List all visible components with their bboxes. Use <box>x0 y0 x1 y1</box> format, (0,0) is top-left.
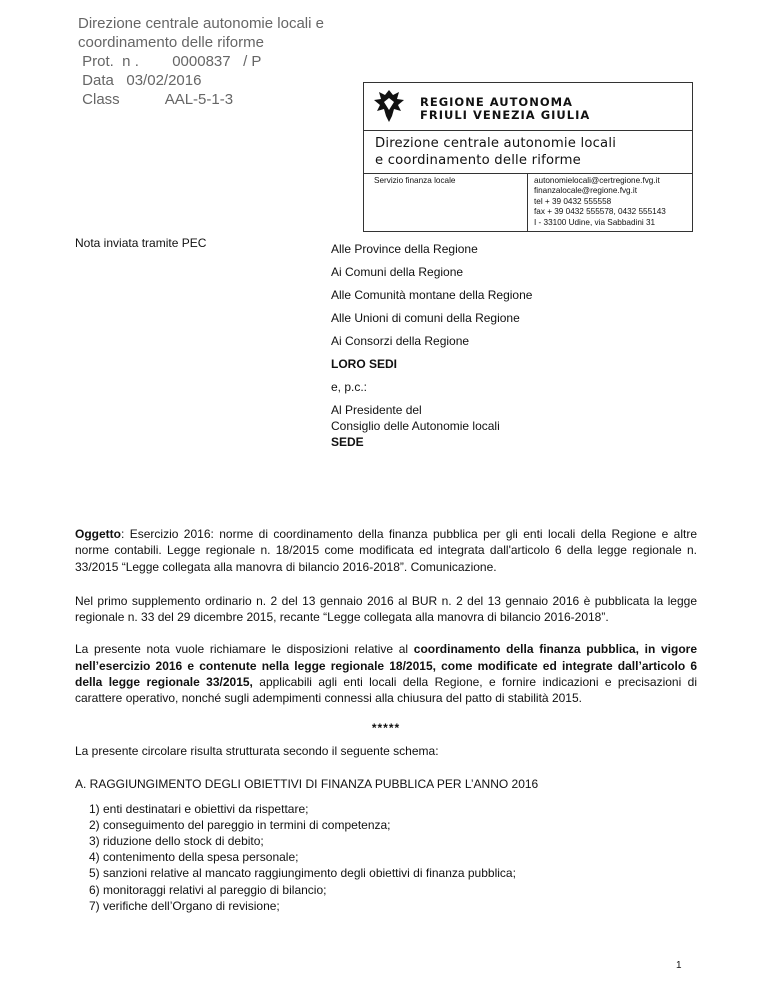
paragraph: La presente circolare risulta strutturata secondo il seguente schema: <box>75 743 439 758</box>
loro-sedi: LORO SEDI <box>331 357 398 371</box>
separator-stars: ***** <box>371 720 401 735</box>
directorate-name: Direzione centrale autonomie locali e coordinamento delle riforme <box>375 136 617 168</box>
contact-tel: tel + 39 0432 555558 <box>534 196 612 206</box>
divider <box>364 173 692 174</box>
letter-body <box>75 526 697 914</box>
contact-block <box>534 176 666 228</box>
divider <box>364 130 692 131</box>
list-item: 2) conseguimento del pareggio in termini di competenza; <box>89 817 391 832</box>
list-item: 7) verifiche dell’Organo di revisione; <box>89 898 280 913</box>
contact-address: I - 33100 Udine, via Sabbadini 31 <box>534 217 656 227</box>
recipient: Ai Comuni della Regione <box>331 265 464 279</box>
service-name: Servizio finanza locale <box>374 176 456 185</box>
schema-list <box>75 801 697 914</box>
recipient: Alle Comunità montane della Regione <box>331 288 533 302</box>
list-item: 1) enti destinatari e obiettivi da rispettare; <box>89 801 309 816</box>
recipient: Ai Consorzi della Regione <box>331 334 470 348</box>
pec-note: Nota inviata tramite PEC <box>75 236 207 250</box>
stamp-date: Data 03/02/2016 <box>78 72 202 89</box>
protocol-stamp <box>78 14 324 109</box>
list-item: 3) riduzione dello stock di debito; <box>89 833 264 848</box>
epc-label: e, p.c.: <box>331 380 368 394</box>
list-item: 6) monitoraggi relativi al pareggio di bilancio; <box>89 882 327 897</box>
president-recipient: Al Presidente del Consiglio delle Autonomie locali SEDE <box>331 402 532 450</box>
recipient: Alle Unioni di comuni della Regione <box>331 311 520 325</box>
list-item: 5) sanzioni relative al mancato raggiungimento degli obiettivi di finanza pubblica; <box>89 866 516 881</box>
divider <box>527 174 528 231</box>
contact-email[interactable]: finanzalocale@regione.fvg.it <box>534 186 637 196</box>
letterhead <box>363 82 693 232</box>
stamp-line: Direzione centrale autonomie locali e <box>78 15 324 32</box>
subject-paragraph: Oggetto: Esercizio 2016: norme di coordinamento della finanza pubblica per gli enti locali della Regione e altre norme contabili. Legge regionale n. 18/2015 come modificata ed integrata dall'articolo 6 della legge regionale n. 33/2015 “Legge collegata alla manovra di bilancio 2016-2018”. Comunicazione. <box>75 527 697 574</box>
stamp-prot: Prot. n . 0000837 / P <box>78 53 262 70</box>
sede: SEDE <box>331 435 364 449</box>
recipient: Alle Province della Regione <box>331 242 478 256</box>
eagle-logo-icon <box>372 88 406 124</box>
page-number: 1 <box>676 960 682 971</box>
section-heading: A. RAGGIUNGIMENTO DEGLI OBIETTIVI DI FINANZA PUBBLICA PER L’ANNO 2016 <box>75 777 539 792</box>
recipients-block <box>331 241 532 450</box>
paragraph: La presente nota vuole richiamare le disposizioni relative al coordinamento della finanza pubblica, in vigore nell’esercizio 2016 e contenute nella legge regionale 18/2015, come modificate ed integrate dall’articolo 6 della legge regionale 33/2015, applicabili agli enti locali della Regione, e fornire indicazioni e precisazioni di carattere operativo, nonché sugli adempimenti connessi alla chiusura del patto di stabilità 2015. <box>75 642 697 706</box>
paragraph: Nel primo supplemento ordinario n. 2 del 13 gennaio 2016 al BUR n. 2 del 13 gennaio 2016 è pubblicata la legge regionale n. 33 del 29 dicembre 2015, recante “Legge collegata alla manovra di bilancio 2016-2018”. <box>75 593 697 625</box>
list-item: 4) contenimento della spesa personale; <box>89 850 299 865</box>
contact-fax: fax + 39 0432 555578, 0432 555143 <box>534 207 666 217</box>
contact-pec[interactable]: autonomielocali@certregione.fvg.it <box>534 176 660 185</box>
stamp-class: Class AAL-5-1-3 <box>78 91 234 108</box>
region-name: REGIONE AUTONOMA FRIULI VENEZIA GIULIA <box>420 95 591 122</box>
stamp-line: coordinamento delle riforme <box>78 34 264 51</box>
